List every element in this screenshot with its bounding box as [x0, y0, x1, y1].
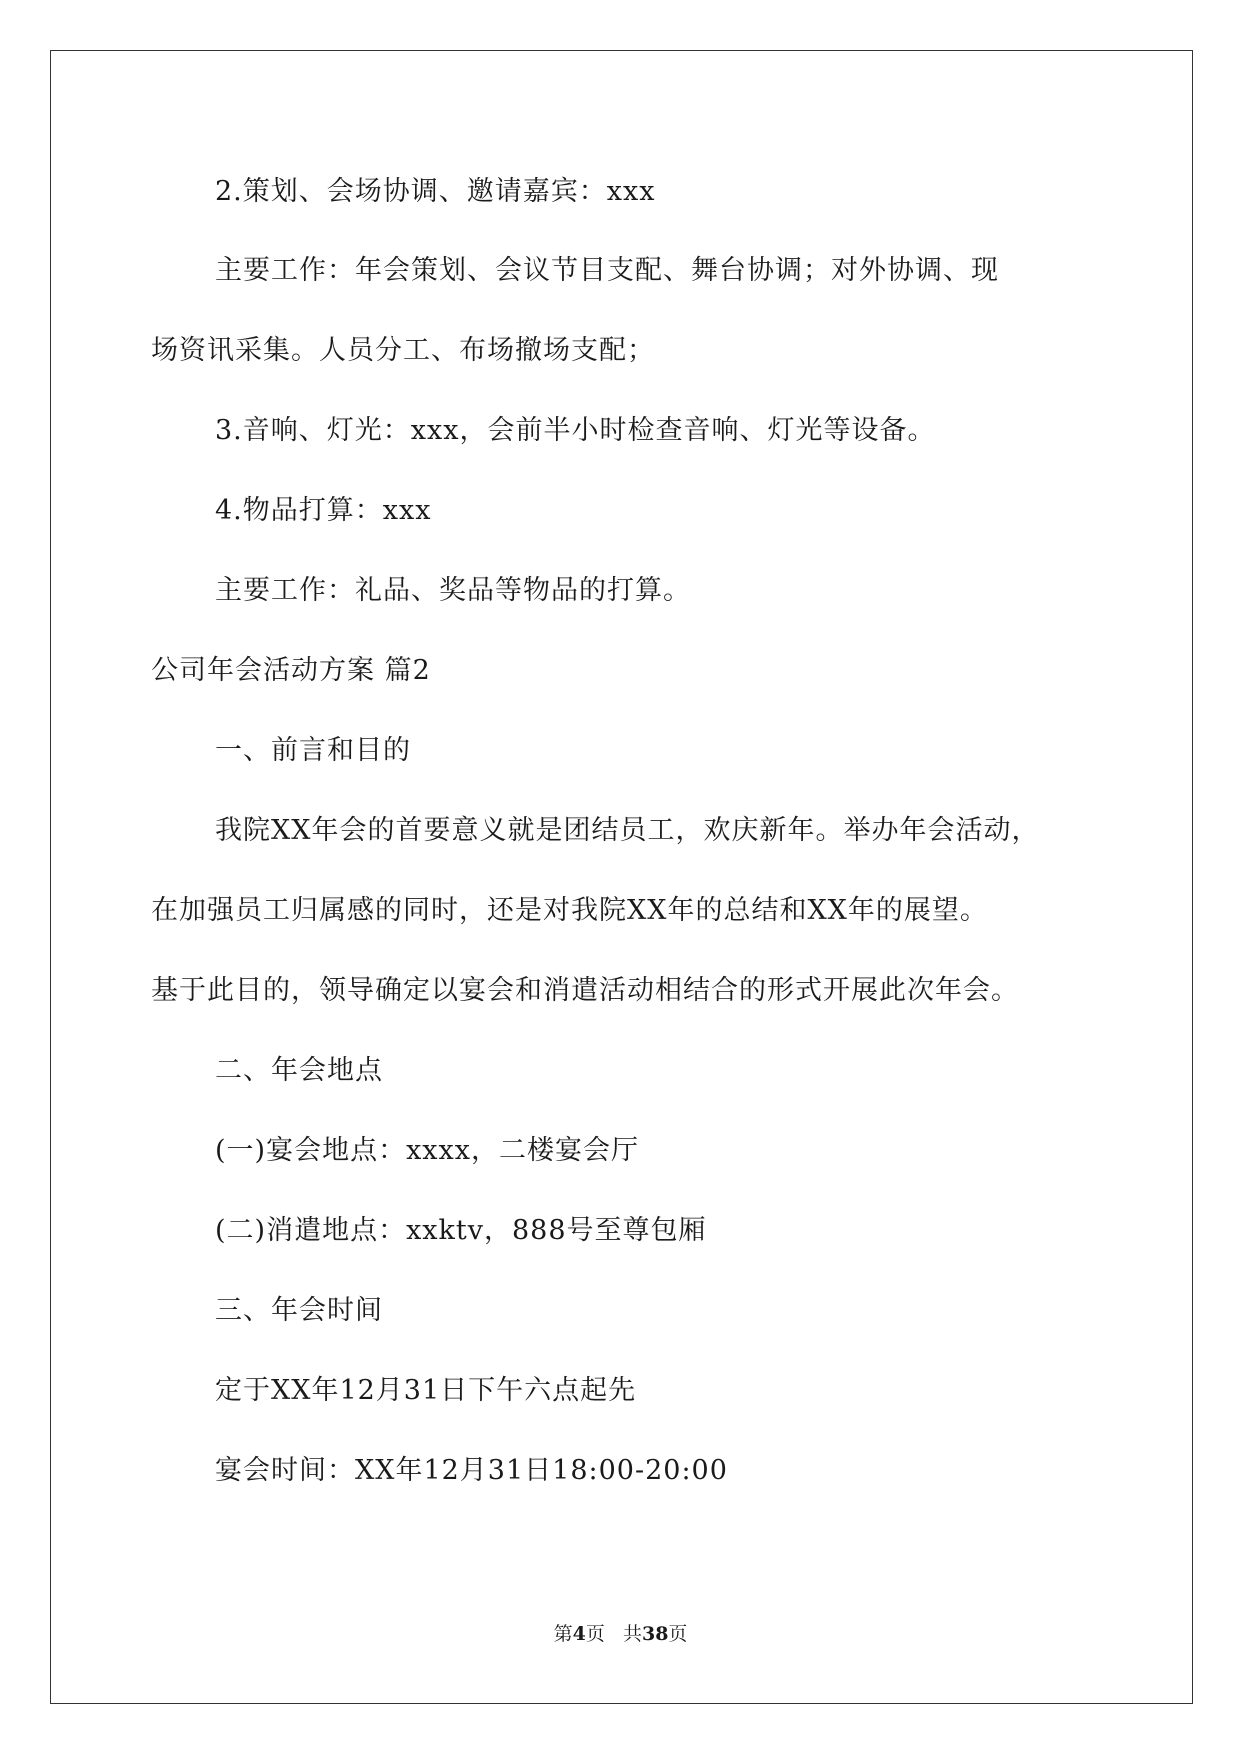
paragraph-line: 在加强员工归属感的同时，还是对我院XX年的总结和XX年的展望。 [151, 895, 988, 926]
section-heading: 二、年会地点 [215, 1055, 383, 1086]
page-footer [0, 1622, 1241, 1646]
footer-total-suffix: 页 [668, 1623, 688, 1645]
paragraph-line: 我院XX年会的首要意义就是团结员工，欢庆新年。举办年会活动， [215, 815, 1040, 846]
paragraph-line: 3.音响、灯光：xxx，会前半小时检查音响、灯光等设备。 [215, 415, 936, 446]
paragraph-line: (二)消遣地点：xxktv，888号至尊包厢 [215, 1215, 707, 1246]
paragraph-line: 场资讯采集。人员分工、布场撤场支配； [151, 335, 655, 366]
section-heading: 一、前言和目的 [215, 735, 411, 766]
paragraph-line: 基于此目的，领导确定以宴会和消遣活动相结合的形式开展此次年会。 [151, 975, 1019, 1006]
paragraph-line: 宴会时间：XX年12月31日18:00-20:00 [215, 1455, 728, 1486]
paragraph-line: 主要工作：礼品、奖品等物品的打算。 [215, 575, 691, 606]
paragraph-line: 2.策划、会场协调、邀请嘉宾：xxx [215, 176, 656, 207]
section-heading: 公司年会活动方案 篇2 [151, 655, 431, 686]
section-heading: 三、年会时间 [215, 1295, 383, 1326]
paragraph-line: 主要工作：年会策划、会议节目支配、舞台协调；对外协调、现 [215, 255, 999, 286]
paragraph-line: (一)宴会地点：xxxx，二楼宴会厅 [215, 1135, 639, 1166]
paragraph-line: 定于XX年12月31日下午六点起先 [215, 1375, 637, 1406]
footer-prefix: 第 [553, 1623, 573, 1645]
page-number: 4 [572, 1623, 586, 1645]
paragraph-line: 4.物品打算：xxx [215, 495, 432, 526]
total-pages: 38 [641, 1623, 669, 1645]
footer-page-suffix: 页 [585, 1623, 605, 1645]
footer-total-prefix: 共 [622, 1623, 642, 1645]
